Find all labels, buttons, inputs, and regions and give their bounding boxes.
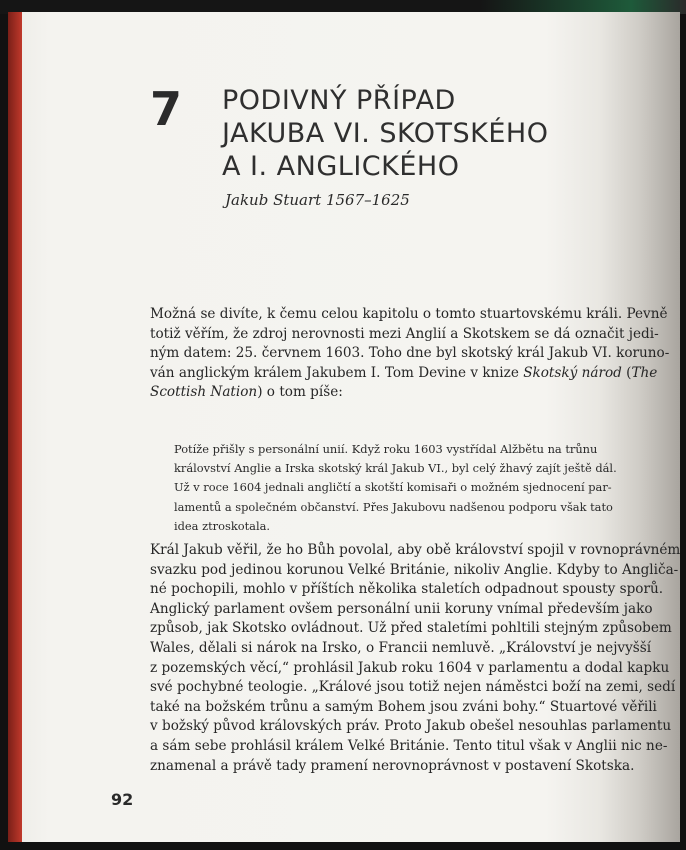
text-line: ván anglickým králem Jakubem I. Tom Devine v knize Skotský národ The [150, 364, 658, 381]
paragraph-2 [150, 541, 681, 776]
book-spine-edge [8, 12, 22, 842]
text-line: Potíže přišly s personální unií. Když roku 1603 vystřídal Alžbětu na trůnu [174, 442, 598, 456]
chapter-number: 7 [150, 82, 183, 136]
text-line: a sám sebe prohlásil králem Velké Británie. Tento titul však v Anglii nic ne- [150, 737, 668, 754]
text-line: idea ztroskotala. [174, 518, 270, 533]
text-line: způsob, jak Skotsko ovládnout. Už před staletími pohltili stejným způsobem [150, 620, 672, 637]
block-quote [174, 440, 617, 536]
text-line: znamenal a právě tady pramení nerovnoprávnost v postavení Skotska. [150, 757, 635, 774]
chapter-title-line: A I. ANGLICKÉHO [222, 151, 460, 182]
chapter-title [222, 84, 548, 183]
chapter-title-line: PODIVNÝ PŘÍPAD [222, 85, 456, 116]
chapter-title-line: JAKUBA VI. SKOTSKÉHO [222, 118, 549, 149]
text-line: v božský původ královských práv. Proto Jakub obešel nesouhlas parlamentu [150, 718, 672, 735]
text-line: né pochopili, mohlo v příštích několika staletích odpadnout spousty sporů. [150, 581, 664, 598]
text-line: z pozemských věcí,“ prohlásil Jakub roku 1604 v parlamentu a dodal kapku [150, 659, 670, 676]
text-line: Anglický parlament ovšem personální unii koruny vnímal především jako [150, 600, 653, 617]
text-line: Už v roce 1604 jednali angličtí a skotští komisaři o možném sjednocení par- [174, 480, 612, 495]
paragraph-1 [150, 305, 670, 403]
text-line: Wales, dělali si nárok na Irsko, o Francii nemluvě. „Království je nejvyšší [150, 639, 652, 656]
text-line: Možná se divíte, k čemu celou kapitolu o tomto stuartovskému králi. Pevně [150, 306, 668, 322]
text-line: totiž věřím, že zdroj nerovnosti mezi Anglií a Skotskem se dá označit jedi- [150, 325, 659, 342]
text-line: své pochybné teologie. „Králové jsou totiž nejen náměstci boží na zemi, sedí [150, 679, 676, 696]
text-line: Scottish Nation) o tom píše: [150, 384, 343, 401]
text-line: Král Jakub věřil, že ho Bůh povolal, aby obě království spojil v rovnoprávném [150, 542, 681, 558]
chapter-subtitle: Jakub Stuart 1567–1625 [225, 191, 410, 209]
page-number: 92 [111, 790, 134, 809]
text-line: také na božském trůnu a samým Bohem jsou zváni bohy.“ Stuartové věřili [150, 698, 657, 715]
text-line: ným datem: 25. červnem 1603. Toho dne byl skotský král Jakub VI. koruno- [150, 345, 670, 362]
text-line: lamentů a společném občanství. Přes Jakubovu nadšenou podporu však tato [174, 499, 613, 514]
text-line: království Anglie a Irska skotský král Jakub VI., byl celý žhavý zajít ještě dál. [174, 461, 617, 476]
text-line: svazku pod jedinou korunou Velké Británie, nikoliv Anglie. Kdyby to Angliča- [150, 561, 679, 578]
